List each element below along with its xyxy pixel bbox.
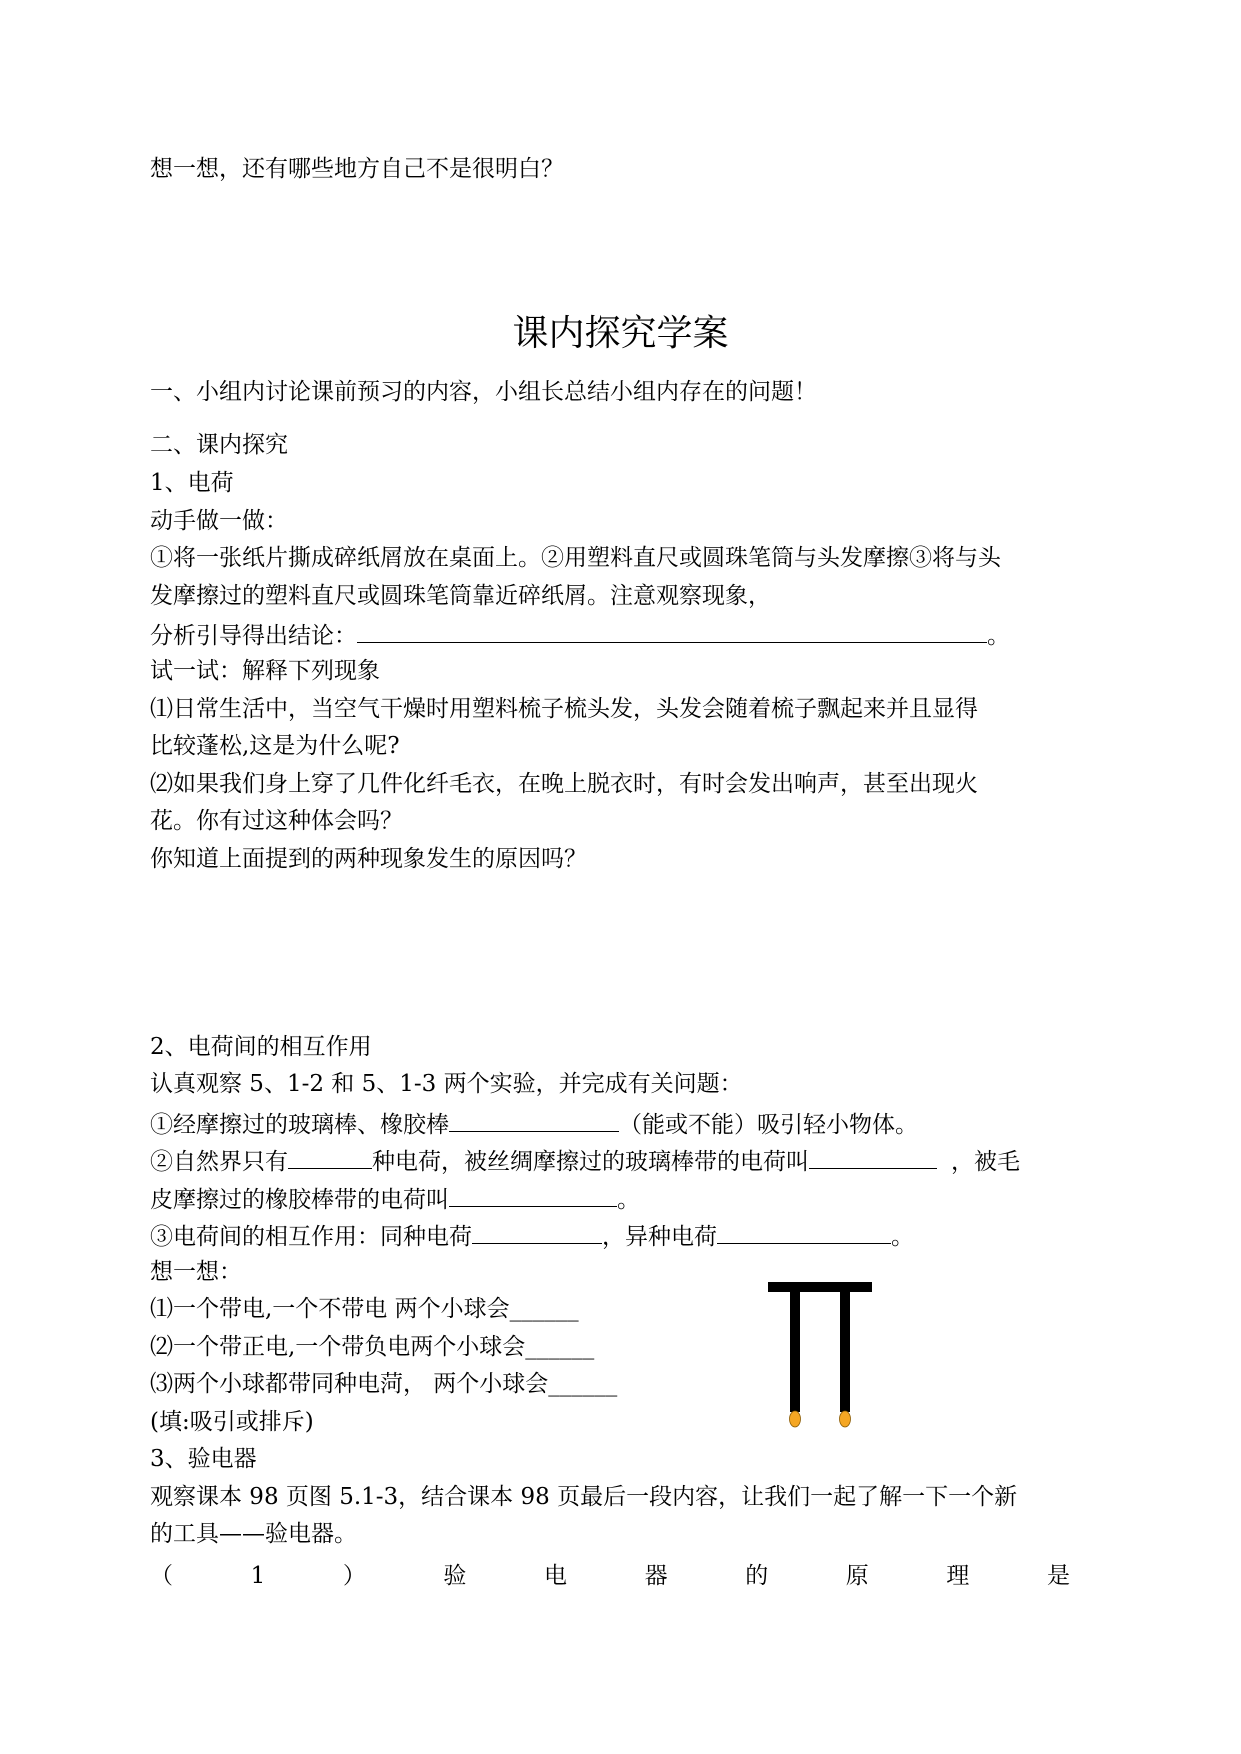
question1-line1: ⑴日常生活中，当空气干燥时用塑料梳子梳头发，头发会随着梳子飘起来并且显得 (150, 696, 978, 722)
conclusion-end: 。 (987, 623, 1010, 649)
sec2-line2 (150, 1144, 1020, 1177)
sec2-line1-b: （能或不能）吸引轻小物体。 (619, 1112, 918, 1138)
part2-heading: 二、课内探究 (150, 432, 288, 458)
spread-char: 原 (845, 1563, 869, 1589)
try-heading: 试一试：解释下列现象 (150, 658, 380, 684)
sec2-line3 (150, 1182, 640, 1215)
sec3-line2: 的工具——验电器。 (150, 1521, 357, 1547)
blank-glass-charge[interactable] (809, 1144, 937, 1169)
blank-same-charge[interactable] (472, 1219, 602, 1244)
sec2-line1 (150, 1107, 918, 1140)
sec2-line4-b: ，异种电荷 (602, 1224, 717, 1250)
question3: 你知道上面提到的两种现象发生的原因吗？ (150, 846, 587, 872)
spread-char: ） (342, 1563, 366, 1589)
sec2-line2-a: ②自然界只有 (150, 1149, 288, 1175)
spread-char: 1 (250, 1563, 266, 1589)
pith-ball-stand-diagram (760, 1280, 880, 1430)
question2-line2: 花。你有过这种体会吗？ (150, 808, 403, 834)
conclusion-label: 分析引导得出结论： (150, 623, 357, 649)
think-item2: ⑵一个带正电,一个带负电两个小球会______ (150, 1334, 595, 1360)
sec1-activity-line2: 发摩擦过的塑料直尺或圆珠笔筒靠近碎纸屑。注意观察现象， (150, 583, 771, 609)
sec1-heading: 1、电荷 (150, 470, 234, 496)
page-title: 课内探究学案 (512, 313, 729, 354)
sec3-heading: 3、验电器 (150, 1446, 257, 1472)
question2-line1: ⑵如果我们身上穿了几件化纤毛衣，在晚上脱衣时，有时会发出响声，甚至出现火 (150, 771, 978, 797)
sec2-heading: 2、电荷间的相互作用 (150, 1034, 372, 1060)
sec2-line2-c: ，被毛 (951, 1149, 1020, 1175)
right-ball (840, 1411, 851, 1427)
sec2-line3-b: 。 (617, 1187, 640, 1213)
conclusion-blank[interactable] (357, 618, 987, 643)
sec2-line2-b: 种电荷，被丝绸摩擦过的玻璃棒带的电荷叫 (372, 1149, 809, 1175)
sec2-line3-a: 皮摩擦过的橡胶棒带的电荷叫 (150, 1187, 449, 1213)
sec2-line4-c: 。 (891, 1224, 914, 1250)
sec2-line4-a: ③电荷间的相互作用：同种电荷 (150, 1224, 472, 1250)
blank-rubber-charge[interactable] (449, 1182, 617, 1207)
spread-char: 是 (1046, 1563, 1070, 1589)
part1-text: 一、小组内讨论课前预习的内容，小组长总结小组内存在的问题！ (150, 379, 817, 405)
blank-attract[interactable] (449, 1107, 619, 1132)
blank-charge-count[interactable] (288, 1144, 372, 1169)
stand-top-bar (768, 1282, 872, 1292)
spread-char: （ (150, 1563, 173, 1589)
spread-char: 验 (443, 1563, 467, 1589)
sec3-line1: 观察课本 98 页图 5.1-3，结合课本 98 页最后一段内容，让我们一起了解一下一个新 (150, 1484, 1018, 1510)
sec2-line4 (150, 1219, 914, 1252)
question1-line2: 比较蓬松,这是为什么呢? (150, 733, 400, 759)
sec2-intro: 认真观察 5、1-2 和 5、1-3 两个实验，并完成有关问题： (150, 1071, 743, 1097)
fill-note: (填:吸引或排斥) (150, 1409, 314, 1435)
spread-char: 器 (644, 1563, 668, 1589)
left-rod (790, 1282, 800, 1412)
spread-char: 的 (745, 1563, 769, 1589)
think-heading: 想一想： (150, 1259, 242, 1285)
think-item3: ⑶两个小球都带同种电菏， 两个小球会______ (150, 1371, 618, 1397)
spread-char: 电 (544, 1563, 568, 1589)
spread-char: 理 (946, 1563, 970, 1589)
sec2-line1-a: ①经摩擦过的玻璃棒、橡胶棒 (150, 1112, 449, 1138)
left-ball (790, 1411, 801, 1427)
sec1-conclusion (150, 618, 1010, 651)
think-item1: ⑴一个带电,一个不带电 两个小球会______ (150, 1296, 579, 1322)
sec1-activity-line1: ①将一张纸片撕成碎纸屑放在桌面上。②用塑料直尺或圆珠笔筒与头发摩擦③将与头 (150, 545, 1001, 571)
right-rod (840, 1282, 850, 1412)
intro-question: 想一想，还有哪些地方自己不是很明白？ (150, 156, 564, 182)
blank-diff-charge[interactable] (717, 1219, 891, 1244)
sec1-activity-heading: 动手做一做： (150, 508, 288, 534)
principle-line (150, 1561, 1070, 1591)
